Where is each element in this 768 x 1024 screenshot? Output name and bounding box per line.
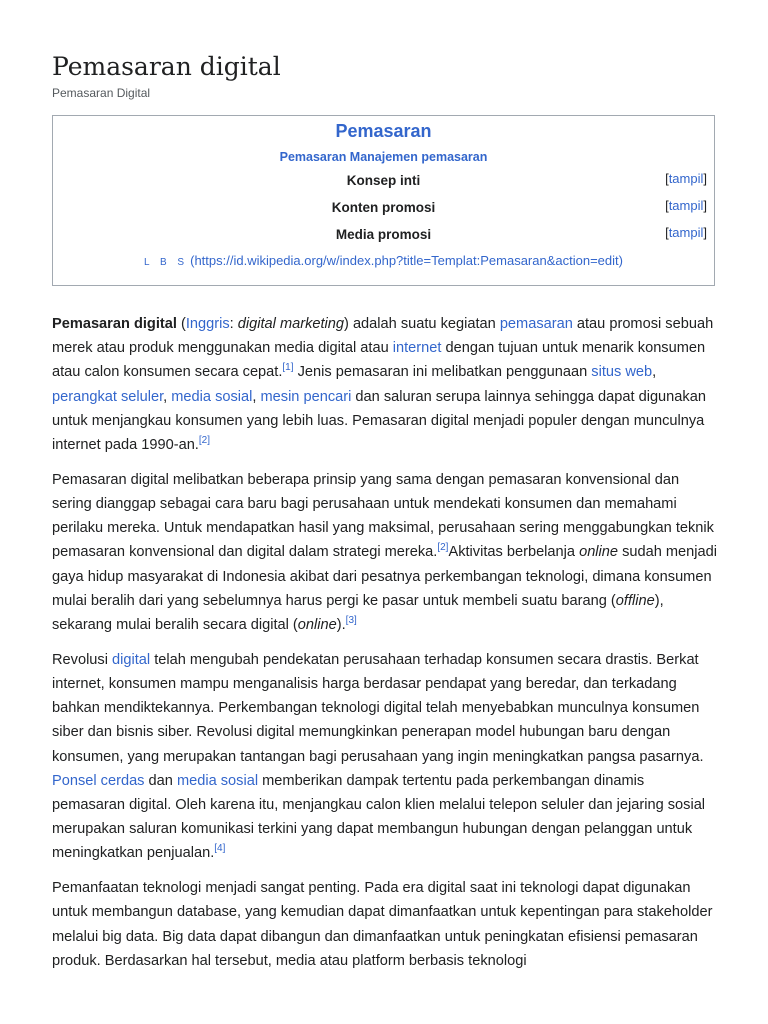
navbox-group-label: Konten promosi <box>331 200 436 215</box>
navbox-toggle[interactable]: [tampil] <box>665 198 707 213</box>
article-paragraph <box>52 876 718 973</box>
text-run: ), sekarang mulai beralih secara digital ( <box>52 592 664 634</box>
italic-term: online <box>579 544 619 561</box>
text-run: atau promosi sebuah merek atau produk menggunakan media digital atau <box>52 316 714 357</box>
wiki-link[interactable]: media sosial <box>176 772 259 789</box>
navbox-pemasaran <box>52 115 715 286</box>
article-paragraph <box>52 648 718 866</box>
navbox-group-label: Konsep inti <box>346 173 421 188</box>
article-paragraph <box>52 468 718 637</box>
text-run: : <box>229 316 238 332</box>
italic-term: digital marketing <box>237 316 345 332</box>
citation-link[interactable]: [2] <box>437 542 449 554</box>
wiki-link[interactable]: internet <box>392 340 442 357</box>
text-run: dan <box>144 772 177 789</box>
navbox-group-konten-promosi <box>53 200 714 222</box>
navbox-toggle[interactable]: [tampil] <box>665 225 707 240</box>
text-run: Aktivitas berbelanja <box>448 544 580 561</box>
italic-term: offline <box>615 592 655 609</box>
citation-link[interactable]: [4] <box>214 843 226 855</box>
article-body <box>52 312 718 984</box>
show-link[interactable]: tampil <box>668 225 704 240</box>
wiki-link[interactable]: digital <box>112 651 151 668</box>
show-link[interactable]: tampil <box>668 171 704 186</box>
text-run: , <box>652 364 657 381</box>
bold-term: Pemasaran digital <box>52 316 177 332</box>
citation-link[interactable]: [2] <box>198 435 210 447</box>
navbox-footer <box>53 253 714 268</box>
show-link[interactable]: tampil <box>668 198 704 213</box>
text-run: Pemanfaatan teknologi menjadi sangat penting. Pada era digital saat ini teknologi dapat digunakan untuk membangun database, yang kemudian dapat dimanfaatkan untuk kepentingan para stakeholder melalui big data. Big data dapat dibangun dan dimanfaatkan untuk peningkatan efisiensi pemasaran produk. Berdasarkan hal tersebut, media atau platform berbasis teknologi <box>52 880 713 969</box>
text-run: ) adalah suatu kegiatan <box>344 316 500 332</box>
citation <box>199 435 210 446</box>
wiki-link[interactable]: media sosial <box>171 388 253 405</box>
text-run: , <box>163 388 172 405</box>
text-run: telah mengubah pendekatan perusahaan terhadap konsumen secara drastis. Berkat internet, konsumen mampu menganalisis harga berdasar pendapat yang beredar, dan terkadang bahkan mendiktekannya. Perkembangan teknologi digital telah menyebabkan munculnya konsumen siber dan bisnis siber. Revolusi digital memungkinkan penerapan model hubungan baru dengan konsumen, yang merupakan tantangan bagi perusahaan yang ingin meningkatkan pangsa pasarnya. <box>52 651 704 765</box>
text-run: , <box>252 388 261 405</box>
citation <box>282 363 293 374</box>
article-paragraph <box>52 312 718 457</box>
wiki-link[interactable]: perangkat seluler <box>52 388 164 405</box>
wiki-link[interactable]: Ponsel cerdas <box>52 772 145 789</box>
text-run: Pemasaran digital melibatkan beberapa prinsip yang sama dengan pemasaran konvensional dan sering dianggap sebagai cara baru bagi perusahaan untuk mendekati konsumen dan memahami perilaku mereka. Untuk mendapatkan hasil yang maksimal, perusahaan sering menggabungkan teknik pemasaran konvensional dan digital dalam strategi mereka. <box>52 471 714 561</box>
text-run: ). <box>336 617 346 634</box>
navbox-title-link[interactable]: Pemasaran <box>335 121 432 141</box>
text-run: ( <box>176 316 186 332</box>
wiki-link[interactable]: situs web <box>591 364 653 381</box>
citation <box>214 844 225 855</box>
navbox-group-media-promosi <box>53 227 714 249</box>
page-subtitle: Pemasaran Digital <box>52 86 151 100</box>
wiki-link[interactable]: pemasaran <box>499 316 573 332</box>
text-run: sudah menjadi gaya hidup masyarakat di Indonesia akibat dari pesatnya perkembangan teknologi, dimana konsumen mulai beralih dari yang sebelumnya harus pergi ke pasar untuk membeli suatu barang ( <box>52 544 718 609</box>
citation <box>346 615 357 626</box>
citation <box>437 543 448 554</box>
wiki-link[interactable]: mesin pencari <box>260 388 352 405</box>
wiki-link[interactable]: Inggris <box>185 316 230 332</box>
citation-link[interactable]: [3] <box>345 615 357 627</box>
text-run: Revolusi <box>52 651 113 668</box>
navbox-subtitle-link[interactable]: Pemasaran Manajemen pemasaran <box>279 150 488 164</box>
navbox-group-konsep-inti <box>53 173 714 195</box>
italic-term: online <box>297 617 337 634</box>
template-edit-link[interactable]: (https://id.wikipedia.org/w/index.php?title=Templat:Pemasaran&action=edit) <box>190 253 623 268</box>
text-run: dan saluran serupa lainnya sehingga dapat digunakan untuk menjangkau konsumen yang lebih luas. Pemasaran digital menjadi populer dengan munculnya internet pada 1990-an. <box>52 388 706 454</box>
page-title: Pemasaran digital <box>52 52 281 81</box>
text-run: Jenis pemasaran ini melibatkan penggunaan <box>293 364 592 381</box>
navbox-group-label: Media promosi <box>335 227 432 242</box>
navbox-toggle[interactable]: [tampil] <box>665 171 707 186</box>
text-run: dengan tujuan untuk menarik konsumen atau calon konsumen secara cepat. <box>52 340 706 381</box>
vte-links[interactable]: L B S <box>144 257 189 268</box>
text-run: memberikan dampak tertentu pada perkembangan dinamis pemasaran digital. Oleh karena itu, menjangkau calon klien melalui telepon seluler dan jejaring sosial merupakan saluran komunikasi terkini yang dapat membangun hubungan dengan pelanggan untuk meningkatkan penjualan. <box>52 772 706 862</box>
citation-link[interactable]: [1] <box>282 362 294 374</box>
